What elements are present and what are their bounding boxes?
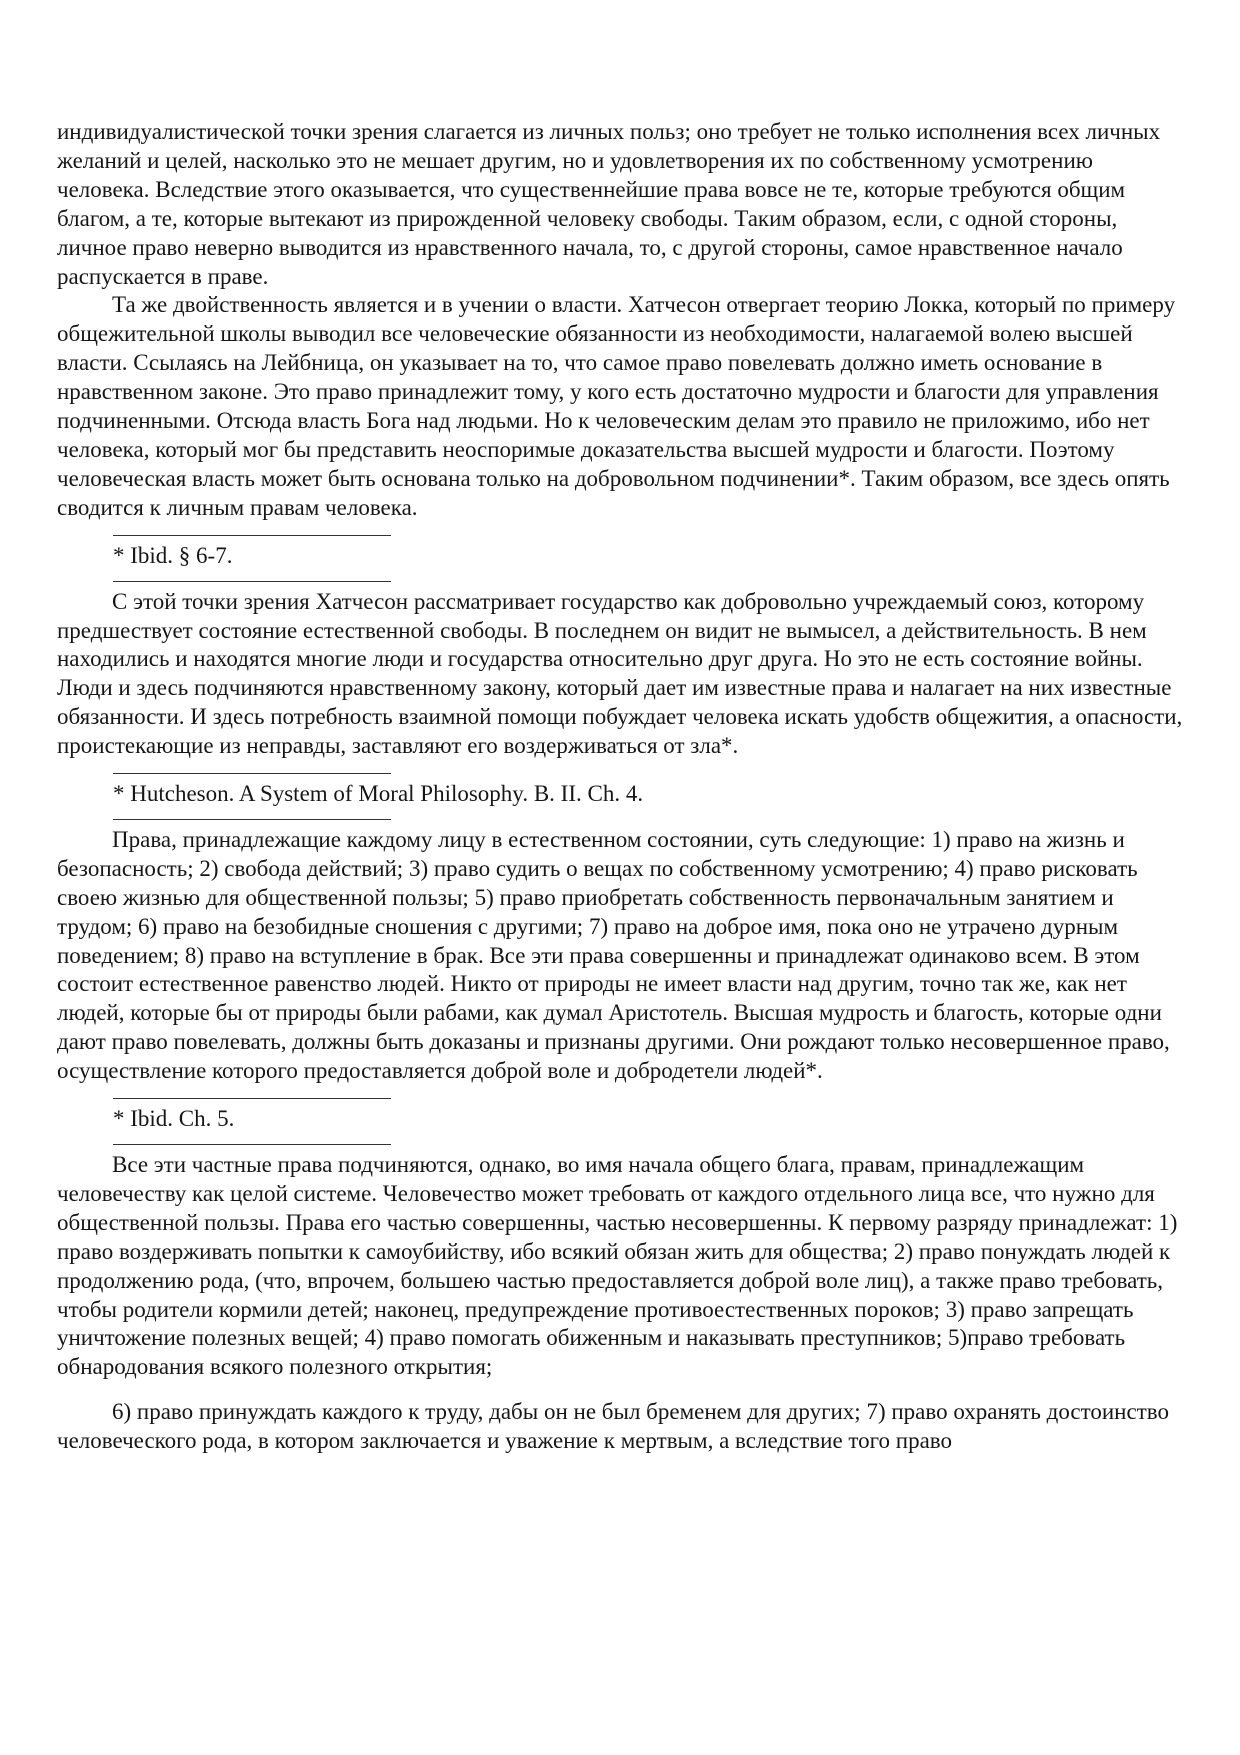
footnote-text-3: * Ibid. Ch. 5. <box>113 1106 235 1132</box>
document-page <box>57 118 1185 1456</box>
footnote-block-1 <box>113 535 1185 582</box>
footnote-text-2: * Hutcheson. A System of Moral Philosophy. B. II. Ch. 4. <box>113 781 644 807</box>
footnote-rule-bottom <box>113 819 391 820</box>
footnote-block-3 <box>113 1098 1185 1145</box>
paragraph-continued: 6) право принуждать каждого к труду, дабы он не был бременем для других; 7) право охранять достоинство человеческого рода, в котором заключается и уважение к мертвым, а вследствие того право <box>57 1399 1169 1454</box>
footnote-text-1: * Ibid. § 6-7. <box>113 542 233 568</box>
footnote-rule-bottom <box>113 581 391 582</box>
paragraph-state-as-union: С этой точки зрения Хатчесон рассматривает государство как добровольно учреждаемый союз, которому предшествует состояние естественной свободы. В последнем он видит не вымысел, а действительность. В нем находились и находятся многие люди и государства относительно друг друга. Но это не есть состояние войны. Люди и здесь подчиняются нравственному закону, который дает им известные права и налагает на них известные обязанности. И здесь потребность взаимной помощи побуждает человека искать удобств общежития, а опасности, проистекающие из неправды, заставляют его воздерживаться от зла*. <box>57 588 1183 759</box>
paragraph-humanity-rights: Все эти частные права подчиняются, однако, во имя начала общего блага, правам, принадлежащим человечеству как целой системе. Человечество может требовать от каждого отдельного лица все, что нужно для общественной пользы. Права его частью совершенны, частью несовершенны. К первому разряду принадлежат: 1) право воздерживать попытки к самоубийству, ибо всякий обязан жить для общества; 2) право понуждать людей к продолжению рода, (что, впрочем, большею частью предоставляется доброй воле лиц), а также право требовать, чтобы родители кормили детей; наконец, предупреждение противоестественных пороков; 3) право запрещать уничтожение полезных вещей; 4) право помогать обиженным и наказывать преступников; 5)право требовать обнародования всякого полезного открытия; <box>57 1152 1178 1380</box>
paragraph-natural-rights: Права, принадлежащие каждому лицу в естественном состоянии, суть следующие: 1) право на жизнь и безопасность; 2) свобода действий; 3) право судить о вещах по собственному усмотрению; 4) право рисковать своею жизнью для общественной пользы; 5) право приобретать собственность первоначальным занятием и трудом; 6) право на безобидные сношения с другими; 7) право на доброе имя, пока оно не утрачено дурным поведением; 8) право на вступление в брак. Все эти права совершенны и принадлежат одинаково всем. В этом состоит естественное равенство людей. Никто от природы не имеет власти над другим, точно так же, как нет людей, которые бы от природы были рабами, как думал Аристотель. Высшая мудрость и благость, которые одни дают право повелевать, должны быть доказаны и признаны другими. Они рождают только несовершенное право, осуществление которого предоставляется доброй воле и добродетели людей*. <box>57 826 1170 1084</box>
paragraph-gap <box>57 1382 1185 1398</box>
footnote-block-2 <box>113 773 1185 820</box>
footnote-rule-bottom <box>113 1144 391 1145</box>
paragraph-doctrine-of-power: Та же двойственность является и в учении о власти. Хатчесон отвергает теорию Локка, который по примеру общежительной школы выводил все человеческие обязанности из необходимости, налагаемой волею высшей власти. Ссылаясь на Лейбница, он указывает на то, что самое право повелевать должно иметь основание в нравственном законе. Это право принадлежит тому, у кого есть достаточно мудрости и благости для управления подчиненными. Отсюда власть Бога над людьми. Но к человеческим делам это правило не приложимо, ибо нет человека, который мог бы представить неоспоримые доказательства высшей мудрости и благости. Поэтому человеческая власть может быть основана только на добровольном подчинении*. Таким образом, все здесь опять сводится к личным правам человека. <box>57 292 1176 520</box>
paragraph-individualist-view: индивидуалистической точки зрения слагается из личных польз; оно требует не только исполнения всех личных желаний и целей, насколько это не мешает другим, но и удовлетворения их по собственному усмотрению человека. Вследствие этого оказывается, что существеннейшие права вовсе не те, которые требуются общим благом, а те, которые вытекают из прирожденной человеку свободы. Таким образом, если, с одной стороны, личное право неверно выводится из нравственного начала, то, с другой стороны, самое нравственное начало распускается в праве. <box>57 119 1161 289</box>
